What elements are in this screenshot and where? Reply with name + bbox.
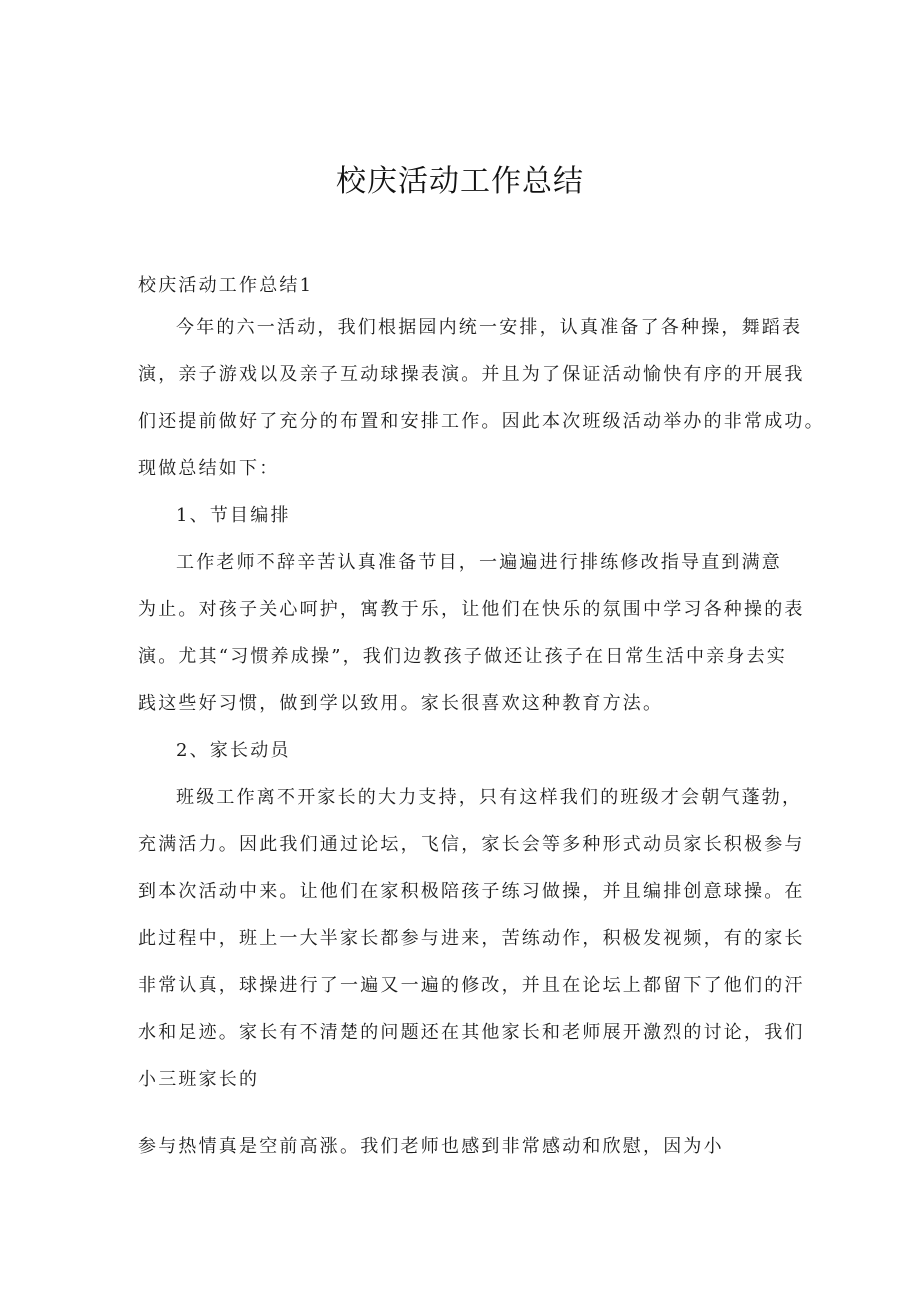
paragraph-line: 充满活力。因此我们通过论坛，飞信，家长会等多种形式动员家长积极参与	[138, 834, 805, 855]
paragraph-line: 演，亲子游戏以及亲子互动球操表演。并且为了保证活动愉快有序的开展我	[138, 364, 805, 385]
paragraph-line: 此过程中，班上一大半家长都参与进来，苦练动作，积极发视频，有的家长	[138, 928, 805, 949]
paragraph-line: 们还提前做好了充分的布置和安排工作。因此本次班级活动举办的非常成功。	[138, 411, 825, 432]
heading-line: 2、家长动员	[176, 740, 291, 761]
section-heading-1	[138, 492, 798, 539]
paragraph-line: 小三班家长的	[138, 1069, 260, 1090]
paragraph-section-2	[138, 774, 805, 1103]
paragraph-line: 工作老师不辞辛苦认真准备节目，一遍遍进行排练修改指导直到满意	[176, 552, 782, 573]
paragraph-line: 今年的六一活动，我们根据园内统一安排，认真准备了各种操，舞蹈表	[176, 317, 803, 338]
section-heading-2	[138, 727, 798, 774]
paragraph-section-1	[138, 539, 805, 727]
paragraph-continuation	[138, 1123, 798, 1170]
document-subtitle	[138, 262, 798, 309]
paragraph-line: 为止。对孩子关心呵护，寓教于乐，让他们在快乐的氛围中学习各种操的表	[138, 599, 805, 620]
paragraph-line: 践这些好习惯，做到学以致用。家长很喜欢这种教育方法。	[138, 693, 664, 714]
document-title: 校庆活动工作总结	[336, 164, 584, 199]
paragraph-line: 非常认真，球操进行了一遍又一遍的修改，并且在论坛上都留下了他们的汗	[138, 975, 805, 996]
paragraph-line: 参与热情真是空前高涨。我们老师也感到非常感动和欣慰，因为小	[138, 1136, 724, 1157]
heading-line: 1、节目编排	[176, 505, 291, 526]
paragraph-line: 演。尤其“习惯养成操”，我们边教孩子做还让孩子在日常生活中亲身去实	[138, 646, 788, 667]
paragraph-line: 水和足迹。家长有不清楚的问题还在其他家长和老师展开激烈的讨论，我们	[138, 1022, 805, 1043]
subtitle-line: 校庆活动工作总结1	[138, 275, 314, 296]
paragraph-line: 现做总结如下：	[138, 458, 280, 479]
paragraph-intro	[138, 304, 825, 492]
paragraph-line: 班级工作离不开家长的大力支持，只有这样我们的班级才会朝气蓬勃，	[176, 787, 803, 808]
paragraph-line: 到本次活动中来。让他们在家积极陪孩子练习做操，并且编排创意球操。在	[138, 881, 805, 902]
